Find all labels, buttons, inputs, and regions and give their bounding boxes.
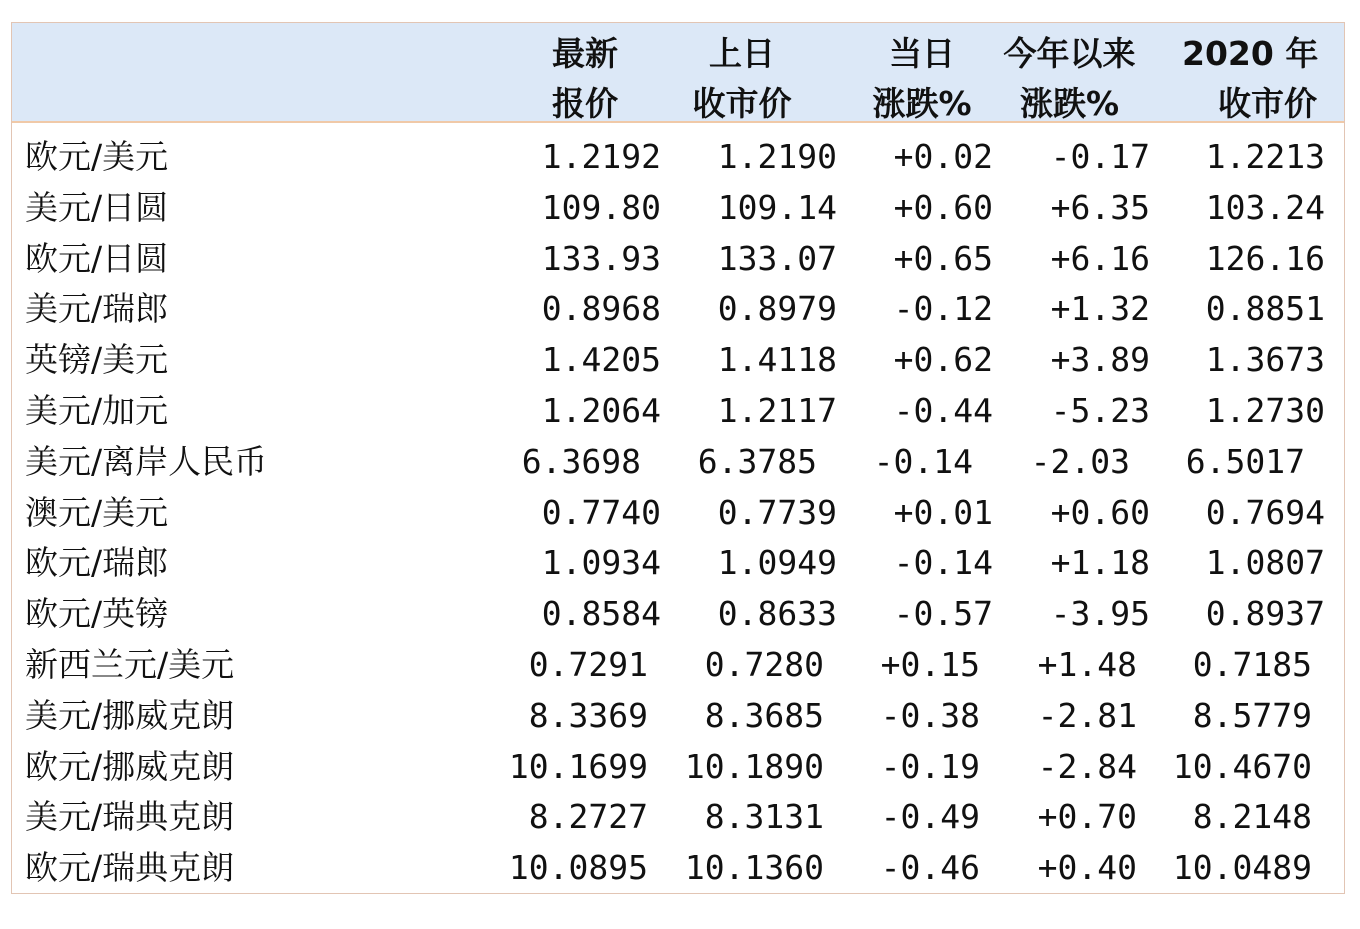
cell-currency-pair: 欧元/瑞郎: [25, 543, 169, 583]
cell-latest-quote: 109.80: [541, 187, 661, 227]
cell-currency-pair: 美元/瑞典克朗: [25, 797, 235, 837]
cell-day-change: +0.01: [893, 492, 993, 532]
cell-prev-close: 1.2190: [717, 137, 837, 176]
cell-ytd-change: +6.16: [1050, 238, 1150, 278]
table-row: [12, 588, 1344, 639]
cell-prev-close: 133.07: [717, 238, 837, 278]
cell-day-change: -0.14: [893, 543, 993, 583]
cell-day-change: -0.46: [880, 848, 980, 888]
cell-day-change: +0.15: [880, 645, 980, 684]
cell-ytd-change: -0.17: [1050, 137, 1150, 176]
table-row: [12, 791, 1344, 842]
cell-currency-pair: 英镑/美元: [25, 340, 169, 380]
table-header: [12, 23, 1344, 123]
cell-prev-close: 0.7280: [704, 645, 824, 684]
header-latest-line2: 报价: [552, 84, 618, 123]
cell-ytd-change: +3.89: [1050, 340, 1150, 380]
cell-close-2020: 8.5779: [1192, 695, 1312, 735]
table-row: [12, 639, 1344, 690]
cell-currency-pair: 欧元/美元: [25, 137, 169, 176]
header-close-2020-line2: 收市价: [1218, 84, 1317, 123]
header-ytd-change-line1: 今年以来: [1003, 34, 1136, 73]
cell-close-2020: 10.4670: [1172, 746, 1312, 786]
cell-prev-close: 1.2117: [717, 391, 837, 430]
cell-latest-quote: 8.2727: [528, 797, 648, 837]
cell-currency-pair: 欧元/瑞典克朗: [25, 848, 235, 888]
cell-close-2020: 1.2213: [1205, 137, 1325, 176]
cell-close-2020: 0.8937: [1205, 594, 1325, 634]
table-row: [12, 537, 1344, 588]
header-latest-line1: 最新: [552, 34, 618, 73]
header-latest-quote: [552, 29, 618, 129]
cell-prev-close: 8.3131: [704, 797, 824, 837]
header-ytd-change: [997, 29, 1142, 129]
header-day-change-line2: 涨跌%: [872, 84, 972, 123]
table-row: [12, 690, 1344, 741]
cell-close-2020: 0.8851: [1205, 289, 1325, 329]
header-prev-close: [687, 29, 797, 129]
cell-latest-quote: 1.2064: [541, 391, 661, 430]
cell-ytd-change: -5.23: [1050, 391, 1150, 430]
cell-day-change: +0.60: [893, 187, 993, 227]
cell-currency-pair: 美元/挪威克朗: [25, 695, 235, 735]
cell-prev-close: 10.1890: [684, 746, 824, 786]
cell-day-change: -0.12: [893, 289, 993, 329]
cell-latest-quote: 6.3698: [521, 441, 641, 481]
cell-day-change: -0.57: [893, 594, 993, 634]
cell-close-2020: 0.7694: [1205, 492, 1325, 532]
cell-ytd-change: +0.70: [1037, 797, 1137, 837]
cell-ytd-change: +1.18: [1050, 543, 1150, 583]
cell-latest-quote: 1.2192: [541, 137, 661, 176]
cell-latest-quote: 0.7291: [528, 645, 648, 684]
cell-close-2020: 6.5017: [1185, 441, 1305, 481]
table-row: [12, 334, 1344, 385]
cell-prev-close: 10.1360: [684, 848, 824, 888]
cell-day-change: +0.62: [893, 340, 993, 380]
cell-day-change: -0.14: [873, 441, 973, 481]
cell-latest-quote: 0.7740: [541, 492, 661, 532]
cell-ytd-change: +0.40: [1037, 848, 1137, 888]
table-row: [12, 385, 1344, 436]
cell-currency-pair: 欧元/挪威克朗: [25, 746, 235, 786]
cell-currency-pair: 澳元/美元: [25, 492, 169, 532]
cell-prev-close: 0.7739: [717, 492, 837, 532]
table-row: [12, 842, 1344, 893]
cell-currency-pair: 美元/日圆: [25, 187, 169, 227]
cell-ytd-change: -3.95: [1050, 594, 1150, 634]
cell-latest-quote: 10.0895: [508, 848, 648, 888]
cell-close-2020: 1.3673: [1205, 340, 1325, 380]
table-row: [12, 131, 1344, 182]
cell-prev-close: 1.0949: [717, 543, 837, 583]
header-close-2020: [1182, 29, 1317, 129]
cell-ytd-change: +6.35: [1050, 187, 1150, 227]
cell-day-change: +0.65: [893, 238, 993, 278]
cell-prev-close: 109.14: [717, 187, 837, 227]
cell-day-change: -0.49: [880, 797, 980, 837]
cell-prev-close: 0.8633: [717, 594, 837, 634]
table-row: [12, 436, 1344, 487]
cell-ytd-change: -2.84: [1037, 746, 1137, 786]
header-close-2020-line1: 2020 年: [1182, 34, 1319, 73]
cell-latest-quote: 0.8968: [541, 289, 661, 329]
table-row: [12, 487, 1344, 538]
cell-currency-pair: 欧元/日圆: [25, 238, 169, 278]
header-day-change: [867, 29, 977, 129]
cell-day-change: -0.44: [893, 391, 993, 430]
cell-latest-quote: 8.3369: [528, 695, 648, 735]
cell-ytd-change: -2.03: [1030, 441, 1130, 481]
cell-prev-close: 0.8979: [717, 289, 837, 329]
cell-day-change: -0.38: [880, 695, 980, 735]
cell-latest-quote: 10.1699: [508, 746, 648, 786]
cell-prev-close: 6.3785: [697, 441, 817, 481]
cell-currency-pair: 美元/离岸人民币: [25, 441, 268, 481]
cell-latest-quote: 1.4205: [541, 340, 661, 380]
header-prev-close-line2: 收市价: [692, 84, 792, 123]
header-day-change-line1: 当日: [889, 34, 955, 73]
cell-latest-quote: 133.93: [541, 238, 661, 278]
table-row: [12, 233, 1344, 284]
cell-currency-pair: 新西兰元/美元: [25, 645, 235, 684]
cell-close-2020: 103.24: [1205, 187, 1325, 227]
table-row: [12, 283, 1344, 334]
fx-quote-table: [11, 22, 1345, 894]
cell-ytd-change: -2.81: [1037, 695, 1137, 735]
header-ytd-change-line2: 涨跌%: [1019, 84, 1120, 123]
cell-day-change: +0.02: [893, 137, 993, 176]
cell-close-2020: 1.2730: [1205, 391, 1325, 430]
cell-close-2020: 126.16: [1205, 238, 1325, 278]
cell-currency-pair: 欧元/英镑: [25, 594, 169, 634]
table-row: [12, 741, 1344, 792]
cell-latest-quote: 0.8584: [541, 594, 661, 634]
cell-currency-pair: 美元/瑞郎: [25, 289, 169, 329]
cell-day-change: -0.19: [880, 746, 980, 786]
header-prev-close-line1: 上日: [709, 34, 775, 73]
cell-ytd-change: +1.48: [1037, 645, 1137, 684]
cell-close-2020: 1.0807: [1205, 543, 1325, 583]
cell-latest-quote: 1.0934: [541, 543, 661, 583]
cell-close-2020: 10.0489: [1172, 848, 1312, 888]
cell-ytd-change: +1.32: [1050, 289, 1150, 329]
cell-prev-close: 1.4118: [717, 340, 837, 380]
cell-ytd-change: +0.60: [1050, 492, 1150, 532]
cell-prev-close: 8.3685: [704, 695, 824, 735]
cell-close-2020: 0.7185: [1192, 645, 1312, 684]
table-row: [12, 182, 1344, 233]
cell-close-2020: 8.2148: [1192, 797, 1312, 837]
cell-currency-pair: 美元/加元: [25, 391, 169, 430]
